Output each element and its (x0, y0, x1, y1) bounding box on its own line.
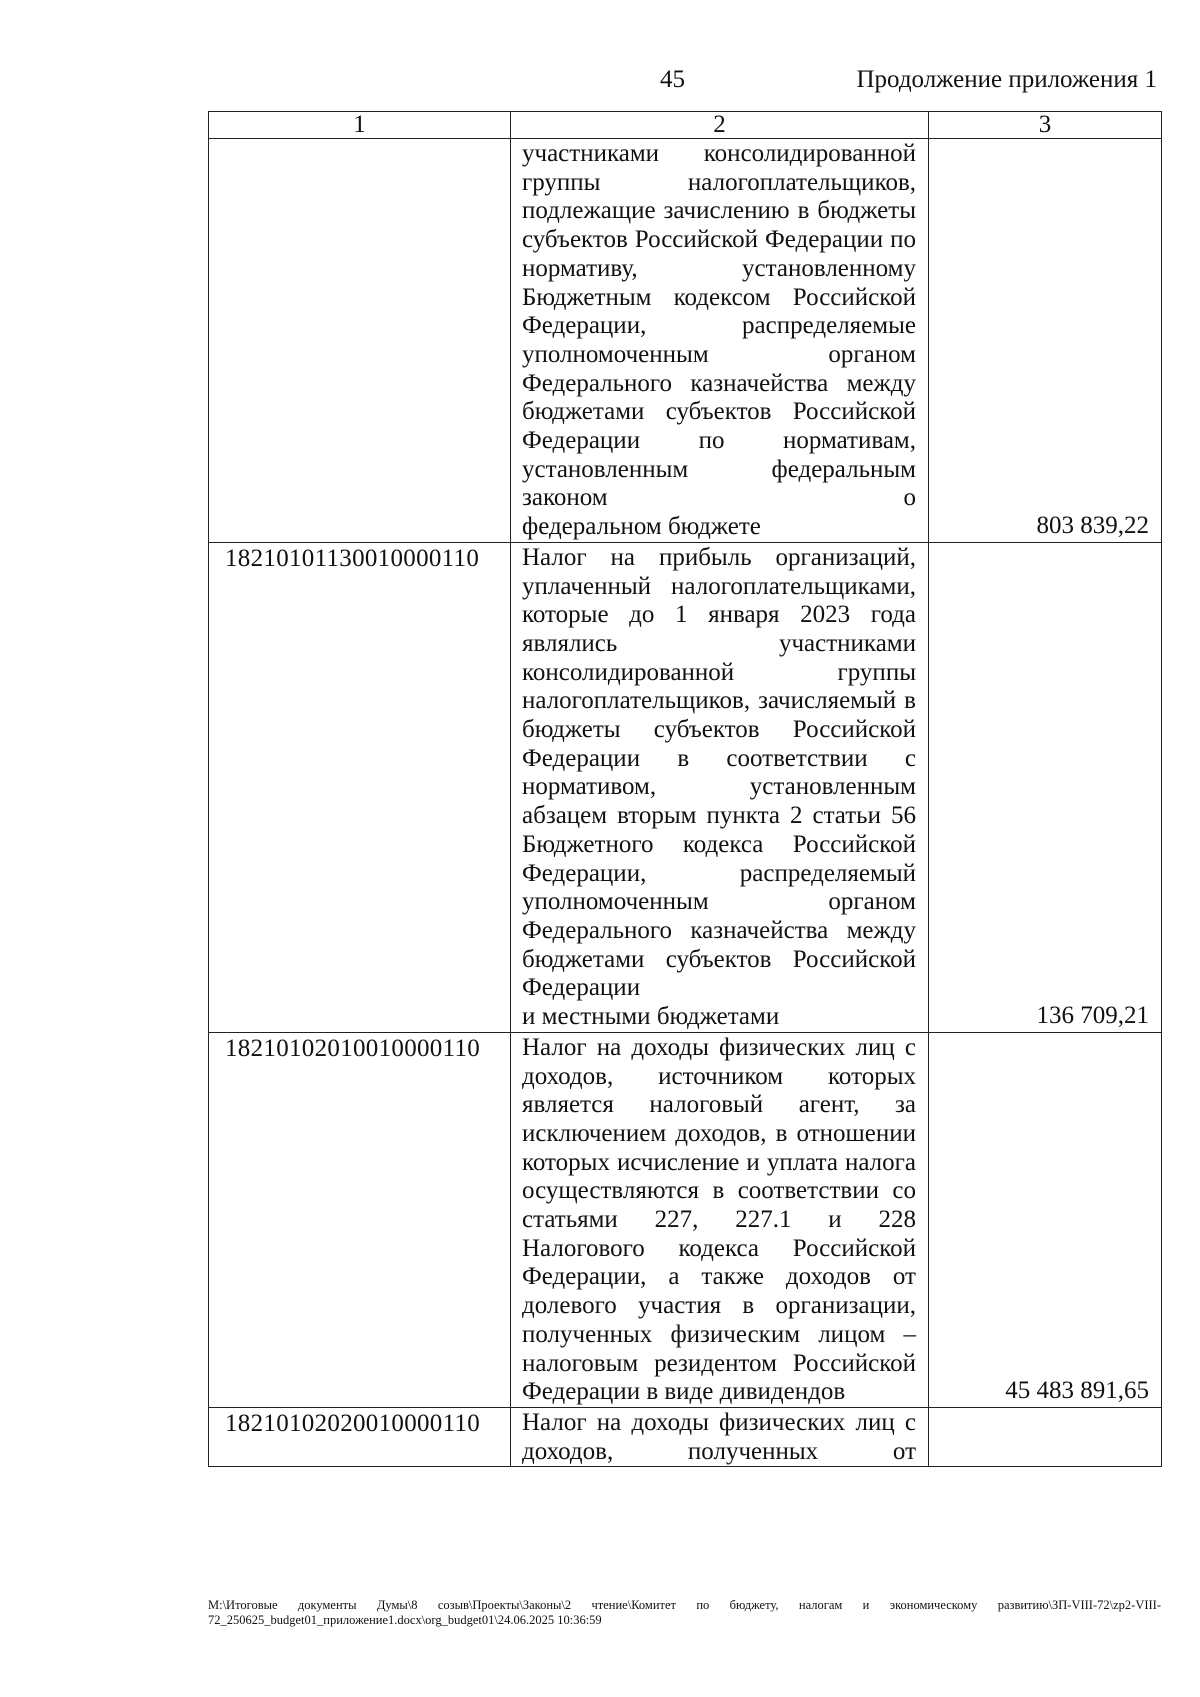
table-row (209, 1407, 1162, 1466)
column-header-1: 1 (209, 112, 511, 139)
page-number: 45 (660, 66, 685, 93)
description-text-last-line: Федерации в виде дивидендов (522, 1378, 846, 1406)
budget-code-cell: 18210102010010000110 (209, 1032, 511, 1407)
amount-cell: 136 709,21 (929, 542, 1162, 1032)
budget-table (208, 111, 1162, 1467)
description-text: участниками консолидированной группы налогоплательщиков, подлежащие зачислению в бюджеты субъектов Российской Федерации по нормативу, установленному Бюджетным кодексом Российской Федерации, распределяемые уполномоченным органом Федерального казначейства между бюджетами субъектов Российской Федерации по нормативам, установленным федеральным законом о (522, 140, 916, 512)
amount-cell: 803 839,22 (929, 139, 1162, 543)
description-text-last-line: федеральном бюджете (522, 513, 761, 541)
description-cell (511, 1032, 929, 1407)
description-text: Налог на прибыль организаций, уплаченный налогоплательщиками, которые до 1 января 2023 года являлись участниками консолидированной группы налогоплательщиков, зачисляемый в бюджеты субъектов Российской Федерации в соответствии с нормативом, установленным абзацем вторым пункта 2 статьи 56 Бюджетного кодекса Российской Федерации, распределяемый уполномоченным органом Федерального казначейства между бюджетами субъектов Российской Федерации (522, 543, 916, 1002)
table-row (209, 1032, 1162, 1407)
budget-code-cell (209, 139, 511, 543)
appendix-continuation-note: Продолжение приложения 1 (856, 66, 1157, 93)
column-header-3: 3 (929, 112, 1162, 139)
budget-code-cell: 18210101130010000110 (209, 542, 511, 1032)
description-cell (511, 1407, 929, 1466)
column-header-2: 2 (511, 112, 929, 139)
amount-cell: 45 483 891,65 (929, 1032, 1162, 1407)
description-text: Налог на доходы физических лиц с доходов, источником которых является налоговый агент, за исключением доходов, в отношении которых исчисление и уплата налога осуществляются в соответствии со статьями 227, 227.1 и 228 Налогового кодекса Российской Федерации, а также доходов от долевого участия в организации, полученных физическим лицом – налоговым резидентом Российской (522, 1033, 916, 1377)
description-text: Налог на доходы физических лиц с доходов, полученных от (522, 1408, 916, 1465)
table-row (209, 542, 1162, 1032)
description-cell (511, 139, 929, 543)
table-row (209, 139, 1162, 543)
table-header-row (209, 112, 1162, 139)
description-text-last-line: и местными бюджетами (522, 1003, 780, 1031)
document-path-footer: M:\Итоговые документы Думы\8 созыв\Проекты\Законы\2 чтение\Комитет по бюджету, налогам и экономическому развитию\ЗП-VIII-72\zp2-VIII-72_250625_budget01_приложение1.docx\org_budget01\24.06.2025 10:36:59 (208, 1598, 1161, 1627)
description-cell (511, 542, 929, 1032)
budget-code-cell: 18210102020010000110 (209, 1407, 511, 1466)
amount-cell (929, 1407, 1162, 1466)
